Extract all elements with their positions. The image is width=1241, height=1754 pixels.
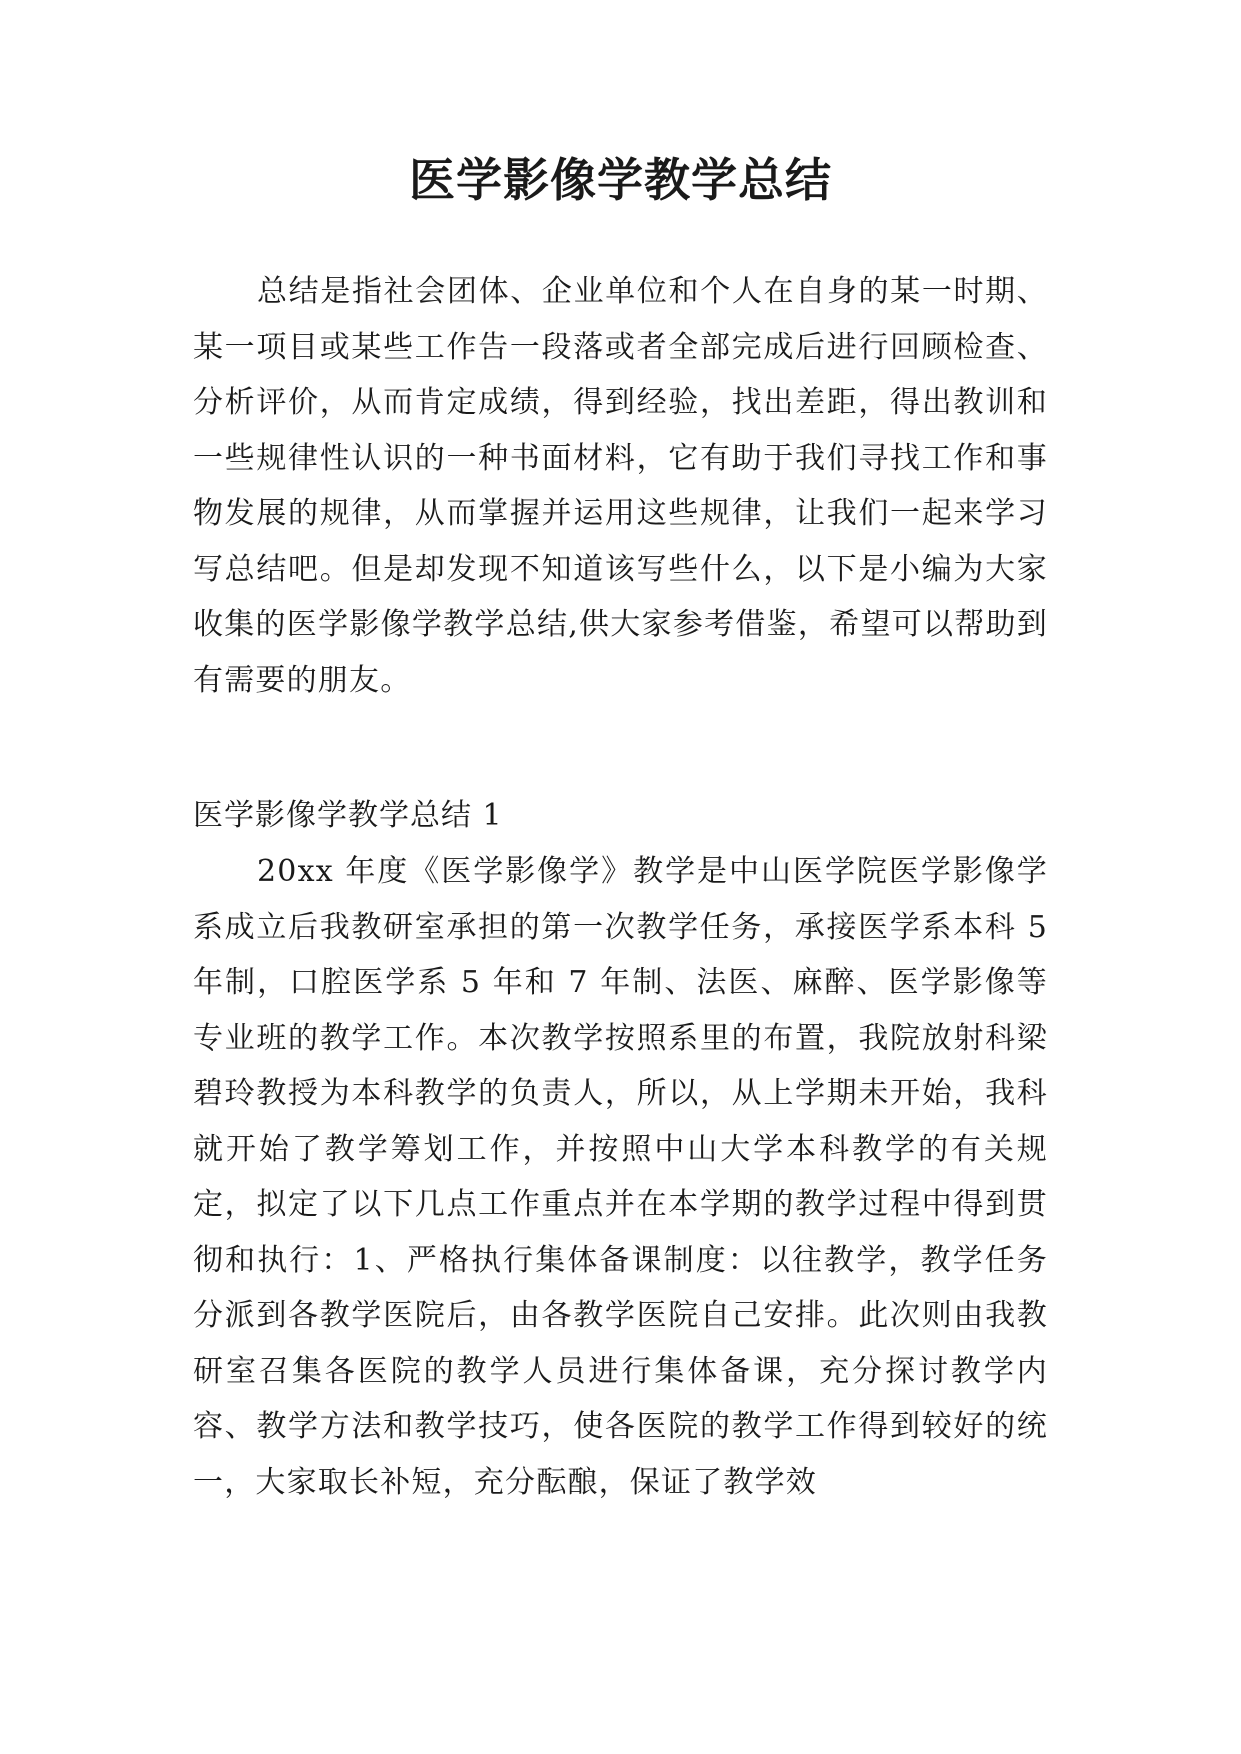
document-title: 医学影像学教学总结 (409, 153, 832, 207)
section-heading: 医学影像学教学总结 1 (193, 798, 503, 833)
intro-paragraph: 总结是指社会团体、企业单位和个人在自身的某一时期、某一项目或某些工作告一段落或者全部完成后进行回顾检查、分析评价，从而肯定成绩，得到经验，找出差距，得出教训和一些规律性认识的一种书面材料，它有助于我们寻找工作和事物发展的规律，从而掌握并运用这些规律，让我们一起来学习写总结吧。但是却发现不知道该写些什么，以下是小编为大家收集的医学影像学教学总结,供大家参考借鉴，希望可以帮助到有需要的朋友。 (193, 274, 1048, 698)
section-paragraph: 20xx 年度《医学影像学》教学是中山医学院医学影像学系成立后我教研室承担的第一次教学任务，承接医学系本科 5 年制，口腔医学系 5 年和 7 年制、法医、麻醉、医学影像等专业班的教学工作。本次教学按照系里的布置，我院放射科梁碧玲教授为本科教学的负责人，所以，从上学期未开始，我科就开始了教学筹划工作，并按照中山大学本科教学的有关规定，拟定了以下几点工作重点并在本学期的教学过程中得到贯彻和执行：1、严格执行集体备课制度：以往教学，教学任务分派到各教学医院后，由各教学医院自己安排。此次则由我教研室召集各医院的教学人员进行集体备课，充分探讨教学内容、教学方法和教学技巧，使各医院的教学工作得到较好的统一，大家取长补短，充分酝酿，保证了教学效 (193, 854, 1048, 1500)
